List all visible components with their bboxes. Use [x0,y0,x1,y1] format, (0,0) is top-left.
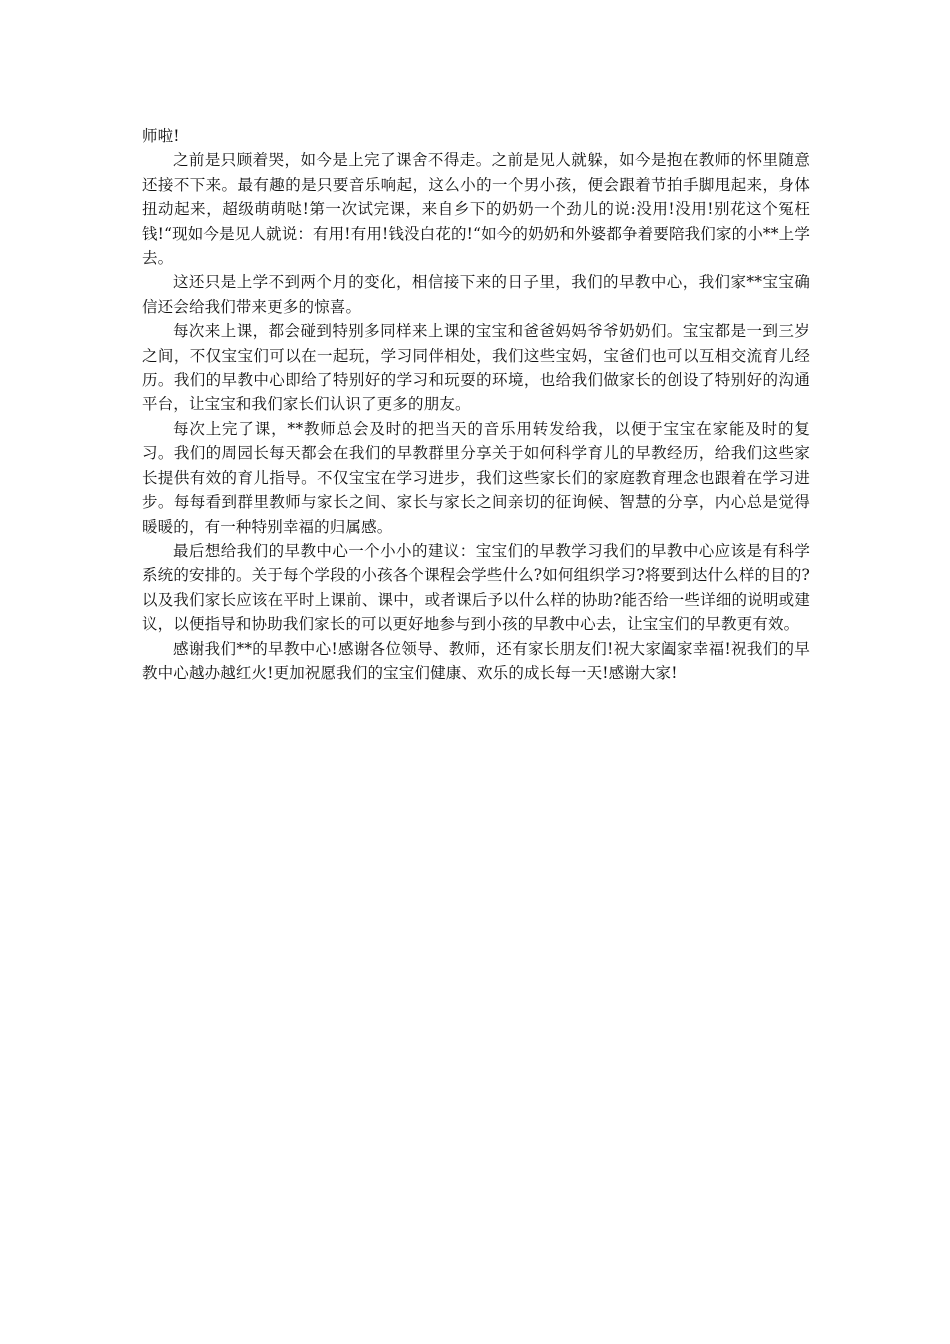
paragraph-classmates: 每次来上课，都会碰到特别多同样来上课的宝宝和爸爸妈妈爷爷奶奶们。宝宝都是一到三岁之间，不仅宝宝们可以在一起玩，学习同伴相处，我们这些宝妈，宝爸们也可以互相交流育儿经历。我们的早教中心即给了特别好的学习和玩耍的环境，也给我们做家长的创设了特别好的沟通平台，让宝宝和我们家长们认识了更多的朋友。 [142,322,810,414]
document-page [142,124,810,685]
paragraph-continuation: 师啦! [142,127,180,145]
paragraph-suggestion: 最后想给我们的早教中心一个小小的建议：宝宝们的早教学习我们的早教中心应该是有科学系统的安排的。关于每个学段的小孩各个课程会学些什么?如何组织学习?将要到达什么样的目的?以及我们家长应该在平时上课前、课中，或者课后予以什么样的协助?能否给一些详细的说明或建议，以便指导和协助我们家长的可以更好地参与到小孩的早教中心去，让宝宝们的早教更有效。 [142,541,810,634]
paragraph-thanks: 感谢我们**的早教中心!感谢各位领导、教师，还有家长朋友们!祝大家阖家幸福!祝我们的早教中心越办越红火!更加祝愿我们的宝宝们健康、欢乐的成长每一天!感谢大家! [142,639,810,682]
paragraph-changes: 之前是只顾着哭，如今是上完了课舍不得走。之前是见人就躲，如今是抱在教师的怀里随意还接不下来。最有趣的是只要音乐响起，这么小的一个男小孩，便会跟着节拍手脚甩起来，身体扭动起来，超级萌萌哒!第一次试完课，来自乡下的奶奶一个劲儿的说:没用!没用!别花这个冤枉钱!“现如今是见人就说：有用!有用!钱没白花的!“如今的奶奶和外婆都争着要陪我们家的小**上学去。 [142,151,810,268]
paragraph-expectation: 这还只是上学不到两个月的变化，相信接下来的日子里，我们的早教中心，我们家**宝宝确信还会给我们带来更多的惊喜。 [142,273,810,316]
paragraph-teacher-guidance: 每次上完了课，**教师总会及时的把当天的音乐用转发给我，以便于宝宝在家能及时的复习。我们的周园长每天都会在我们的早教群里分享关于如何科学育儿的早教经历，给我们这些家长提供有效的育儿指导。不仅宝宝在学习进步，我们这些家长们的家庭教育理念也跟着在学习进步。每每看到群里教师与家长之间、家长与家长之间亲切的征询候、智慧的分享，内心总是觉得暖暖的，有一种特别幸福的归属感。 [142,419,810,536]
